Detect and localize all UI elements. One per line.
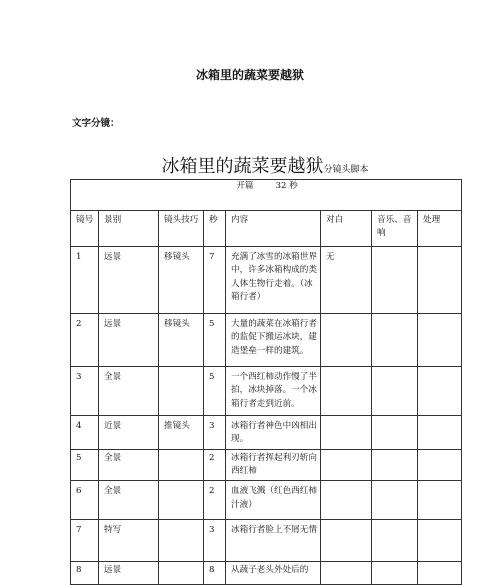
shot-number: 2 <box>71 314 99 367</box>
shot-dialogue <box>321 481 372 520</box>
shot-seconds: 5 <box>204 367 226 416</box>
shot-music <box>372 314 418 367</box>
shot-content: 从蔬子老头外处后的 <box>226 562 321 585</box>
script-heading-main: 冰箱里的蔬菜要越狱 <box>161 156 324 177</box>
shot-scale: 特写 <box>99 520 159 562</box>
shot-content: 大量的蔬菜在冰箱行者的监促下搬运冰块，建造堡垒一样的建筑。 <box>226 314 321 367</box>
shot-scale: 全景 <box>99 481 159 520</box>
shot-music <box>372 449 418 481</box>
document-title: 冰箱里的蔬菜要越狱 <box>195 68 304 82</box>
opening-cell <box>71 180 462 211</box>
shot-number: 1 <box>71 247 99 314</box>
table-row <box>71 314 462 367</box>
shot-seconds: 2 <box>204 481 226 520</box>
shot-content: 冰箱行者神色中凶相出现。 <box>226 416 321 450</box>
header-cell: 内容 <box>226 211 321 247</box>
shot-content: 冰箱行者脸上不屑无情 <box>226 520 321 562</box>
shot-seconds: 5 <box>204 314 226 367</box>
shot-dialogue <box>321 416 372 450</box>
header-cell: 镜头技巧 <box>159 211 204 247</box>
section-label: 文字分镜： <box>72 118 120 129</box>
shot-process <box>418 247 462 314</box>
shot-scale: 远景 <box>99 314 159 367</box>
shot-music <box>372 481 418 520</box>
shot-technique: 推镜头 <box>159 416 204 450</box>
shot-content: 充满了冰雪的冰箱世界中，许多冰箱构成的类人体生物行走着。（冰箱行者） <box>226 247 321 314</box>
header-cell: 音乐、音响 <box>372 211 418 247</box>
shot-content: 冰箱行者挥起利刃斩向西红柿 <box>226 449 321 481</box>
shot-process <box>418 314 462 367</box>
header-cell: 镜号 <box>71 211 99 247</box>
shot-technique <box>159 449 204 481</box>
header-cell: 对白 <box>321 211 372 247</box>
shot-content: 血液飞溅（红色西红柿汁液） <box>226 481 321 520</box>
shot-seconds: 3 <box>204 416 226 450</box>
shot-process <box>418 520 462 562</box>
table-row <box>71 481 462 520</box>
table-row <box>71 416 462 450</box>
shot-number: 8 <box>71 562 99 585</box>
shot-seconds: 7 <box>204 247 226 314</box>
shot-dialogue <box>321 367 372 416</box>
shot-scale: 远景 <box>99 562 159 585</box>
table-row <box>71 449 462 481</box>
shot-process <box>418 416 462 450</box>
shot-music <box>372 367 418 416</box>
shot-technique: 移镜头 <box>159 314 204 367</box>
shot-process <box>418 562 462 585</box>
shot-process <box>418 367 462 416</box>
shot-dialogue <box>321 314 372 367</box>
shot-technique <box>159 367 204 416</box>
shot-seconds: 8 <box>204 562 226 585</box>
script-heading <box>70 152 460 178</box>
shot-number: 5 <box>71 449 99 481</box>
opening-row <box>71 180 462 211</box>
table-row <box>71 562 462 585</box>
shot-music <box>372 520 418 562</box>
shot-dialogue: 无 <box>321 247 372 314</box>
shot-music <box>372 247 418 314</box>
shot-scale: 全景 <box>99 367 159 416</box>
shot-scale: 近景 <box>99 416 159 450</box>
shot-number: 3 <box>71 367 99 416</box>
table-row <box>71 247 462 314</box>
header-cell: 景别 <box>99 211 159 247</box>
shot-technique: 移镜头 <box>159 247 204 314</box>
shot-technique <box>159 562 204 585</box>
table-row <box>71 520 462 562</box>
shot-dialogue <box>321 562 372 585</box>
shot-process <box>418 449 462 481</box>
shot-content: 一个西红柿动作慢了半拍，冰块掉落。一个冰箱行者走到近前。 <box>226 367 321 416</box>
shot-technique <box>159 481 204 520</box>
shot-technique <box>159 520 204 562</box>
shot-music <box>372 416 418 450</box>
header-row <box>71 211 462 247</box>
shot-scale: 远景 <box>99 247 159 314</box>
opening-label: 开篇 <box>236 181 254 191</box>
script-heading-sub: 分镜头脚本 <box>323 165 369 175</box>
shot-dialogue <box>321 520 372 562</box>
header-cell: 处理 <box>418 211 462 247</box>
shot-number: 6 <box>71 481 99 520</box>
shot-seconds: 2 <box>204 449 226 481</box>
storyboard-table <box>70 179 462 585</box>
header-cell: 秒 <box>204 211 226 247</box>
shot-seconds: 3 <box>204 520 226 562</box>
shot-music <box>372 562 418 585</box>
shot-dialogue <box>321 449 372 481</box>
shot-scale: 全景 <box>99 449 159 481</box>
shot-number: 4 <box>71 416 99 450</box>
opening-duration: 32 秒 <box>275 181 298 191</box>
table-row <box>71 367 462 416</box>
shot-number: 7 <box>71 520 99 562</box>
shot-process <box>418 481 462 520</box>
